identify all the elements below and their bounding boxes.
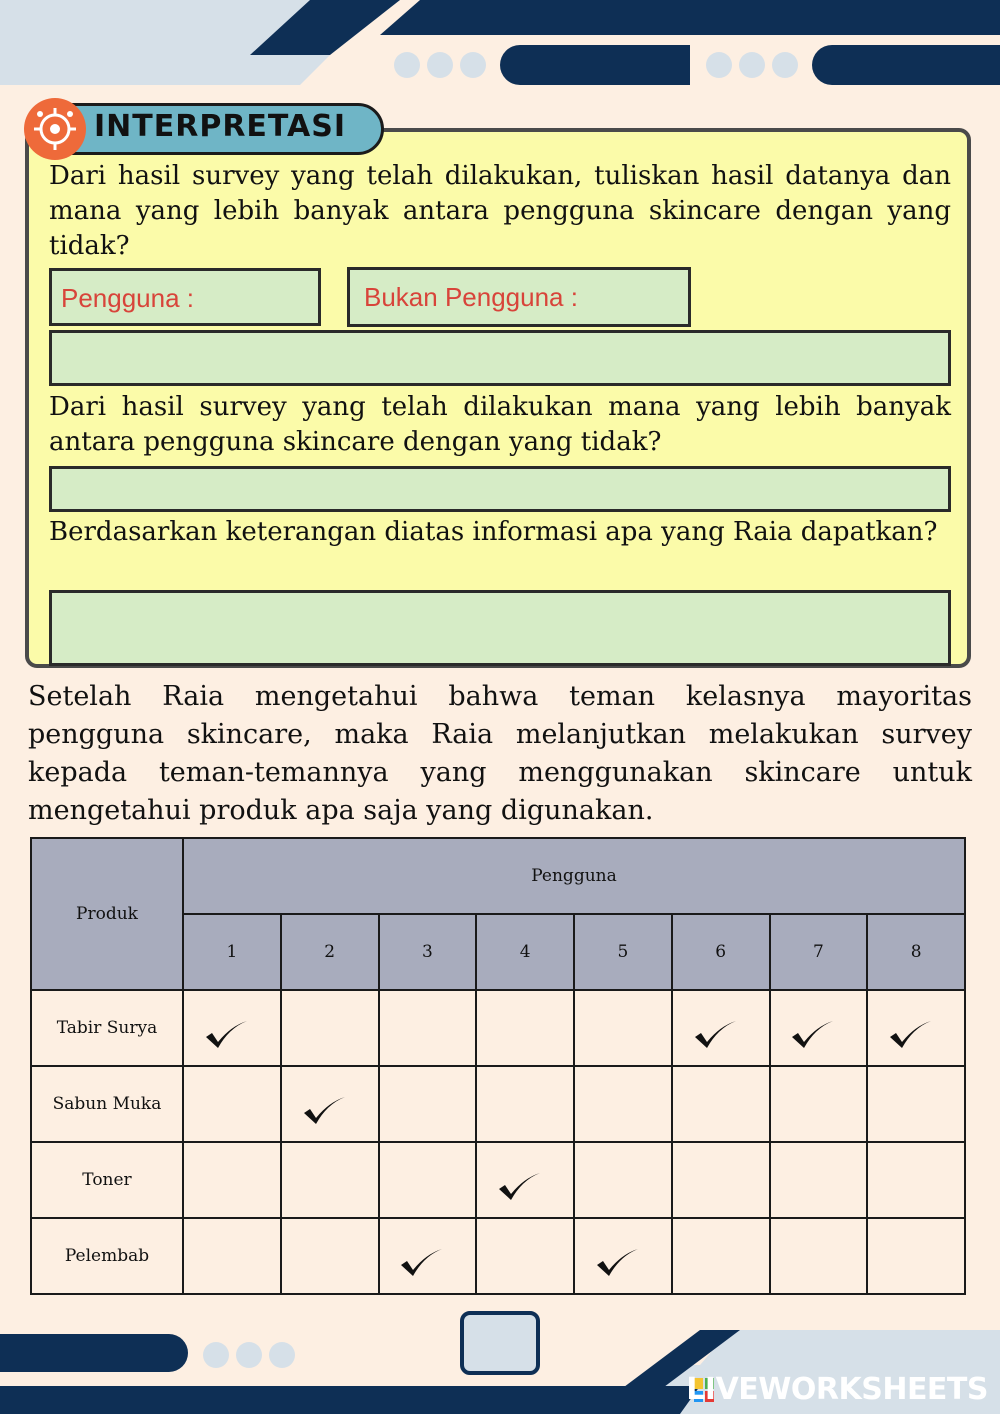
check-cell: [379, 1066, 477, 1142]
check-cell: [770, 1218, 868, 1294]
answer-3-box: [49, 590, 951, 666]
checkmark-icon: [789, 1018, 835, 1052]
user-number-header: 4: [476, 914, 574, 990]
check-cell: [770, 1142, 868, 1218]
question-3: Berdasarkan keterangan diatas informasi apa yang Raia dapatkan?: [49, 517, 938, 547]
brain-gear-icon: [24, 98, 86, 160]
user-number-header: 2: [281, 914, 379, 990]
check-cell: [379, 990, 477, 1066]
question-1: Dari hasil survey yang telah dilakukan, tuliskan hasil datanya dan mana yang lebih banyak antara pengguna skincare dengan yang tidak?: [49, 161, 951, 261]
product-name: Tabir Surya: [31, 990, 183, 1066]
check-cell: [183, 1066, 281, 1142]
answer-3-input[interactable]: [52, 593, 948, 663]
checkmark-icon: [496, 1170, 542, 1204]
section-title: INTERPRETASI: [94, 109, 347, 144]
user-number-header: 1: [183, 914, 281, 990]
check-cell: [574, 1066, 672, 1142]
checkmark-icon: [692, 1018, 738, 1052]
check-cell: [574, 1142, 672, 1218]
check-cell: [770, 990, 868, 1066]
check-cell: [672, 1066, 770, 1142]
checkmark-icon: [203, 1018, 249, 1052]
deco-dot: [772, 52, 798, 78]
deco-dot: [460, 52, 486, 78]
check-cell: [672, 1142, 770, 1218]
product-name: Sabun Muka: [31, 1066, 183, 1142]
check-cell: [379, 1218, 477, 1294]
deco-pill: [500, 45, 690, 85]
check-cell: [574, 1218, 672, 1294]
checkmark-icon: [887, 1018, 933, 1052]
check-cell: [281, 990, 379, 1066]
checkmark-icon: [398, 1246, 444, 1280]
intro-paragraph: Setelah Raia mengetahui bahwa teman kelasnya mayoritas pengguna skincare, maka Raia melanjutkan melakukan survey kepada teman-temannya yang menggunakan skincare untuk mengetahui produk apa saja yang digunakan.: [28, 681, 972, 826]
check-cell: [281, 1142, 379, 1218]
check-cell: [183, 990, 281, 1066]
answer-2-input[interactable]: [52, 469, 948, 509]
check-cell: [476, 1066, 574, 1142]
check-cell: [476, 990, 574, 1066]
watermark: LIVEWORKSHEETS: [686, 1372, 988, 1407]
check-cell: [672, 990, 770, 1066]
deco-dot: [706, 52, 732, 78]
deco-dot: [739, 52, 765, 78]
user-number-header: 8: [867, 914, 965, 990]
user-number-header: 3: [379, 914, 477, 990]
group-header: Pengguna: [183, 838, 965, 914]
user-number-header: 6: [672, 914, 770, 990]
product-name: Toner: [31, 1142, 183, 1218]
table-row: [31, 1218, 965, 1294]
product-name: Pelembab: [31, 1218, 183, 1294]
deco-dot: [394, 52, 420, 78]
answer-2-box: [49, 466, 951, 512]
check-cell: [867, 990, 965, 1066]
check-cell: [574, 990, 672, 1066]
user-number-header: 7: [770, 914, 868, 990]
check-cell: [379, 1142, 477, 1218]
page-number-box: [460, 1311, 540, 1375]
check-cell: [183, 1142, 281, 1218]
checkmark-icon: [594, 1246, 640, 1280]
check-cell: [867, 1218, 965, 1294]
check-cell: [867, 1066, 965, 1142]
question-2: Dari hasil survey yang telah dilakukan mana yang lebih banyak antara pengguna skincare dengan yang tidak?: [49, 392, 951, 457]
pengguna-label: Pengguna :: [61, 283, 195, 313]
check-cell: [867, 1142, 965, 1218]
pengguna-box: [49, 268, 321, 326]
product-header: Produk: [31, 838, 183, 990]
answer-1-input[interactable]: [52, 333, 948, 383]
check-cell: [672, 1218, 770, 1294]
check-cell: [183, 1218, 281, 1294]
survey-table: [30, 837, 966, 1295]
table-row: [31, 1142, 965, 1218]
check-cell: [770, 1066, 868, 1142]
answer-1-box: [49, 330, 951, 386]
deco-dot: [427, 52, 453, 78]
table-row: [31, 1066, 965, 1142]
check-cell: [281, 1218, 379, 1294]
checkmark-icon: [301, 1094, 347, 1128]
check-cell: [281, 1066, 379, 1142]
bukan-pengguna-label: Bukan Pengguna :: [364, 282, 578, 312]
user-number-header: 5: [574, 914, 672, 990]
deco-pill: [812, 45, 1000, 85]
check-cell: [476, 1142, 574, 1218]
bukan-pengguna-box: [347, 267, 691, 327]
table-row: [31, 990, 965, 1066]
check-cell: [476, 1218, 574, 1294]
